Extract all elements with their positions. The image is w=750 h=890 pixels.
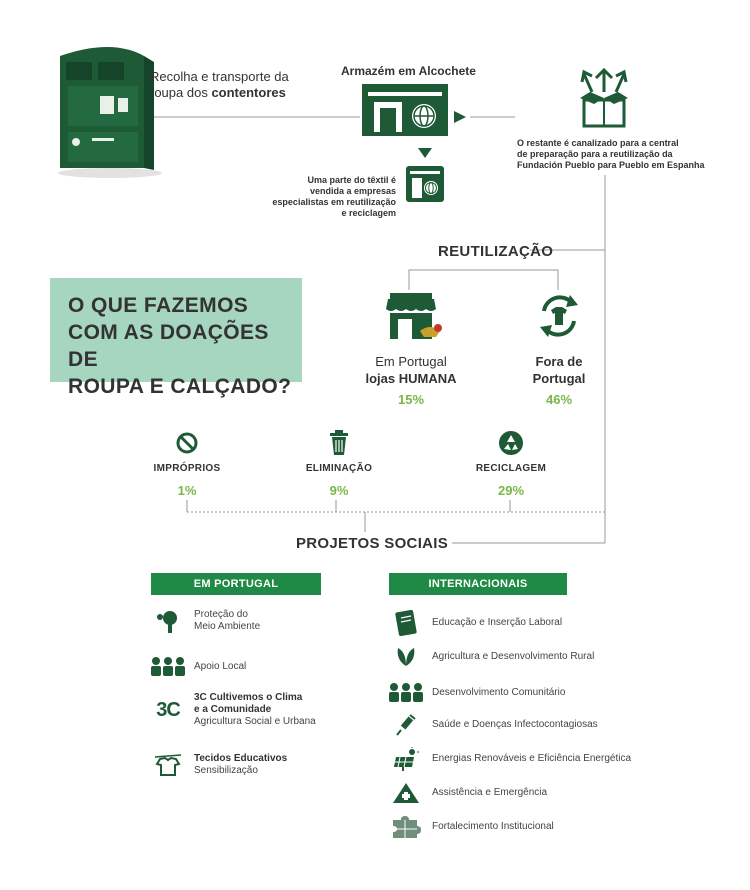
clothing-container-icon [52,42,164,178]
recycle-icon [498,430,524,456]
store-icon [386,293,444,343]
reuse-portugal-pct: 15% [397,392,425,407]
pt-item-3c-line-2: e a Comunidade [194,704,272,715]
shirt-icon [152,752,184,778]
pt-item-3c-line-1: 3C Cultivemos o Clima [194,692,303,703]
category-label-improper: IMPRÓPRIOS [153,463,221,474]
sold-line-4: e reciclagem [341,208,396,218]
trash-icon [329,430,349,456]
category-pct-improper: 1% [177,483,197,498]
tree-icon [152,608,184,634]
int-item-emergency-text: Assistência e Emergência [432,787,548,798]
collect-line-1: Recolha e transporte da [150,69,289,84]
category-pct-recycling: 29% [497,483,525,498]
int-item-agriculture [390,644,594,670]
rest-line-1: O restante é canalizado para a central [517,138,679,148]
reuse-portugal-line-2: lojas HUMANA [365,371,457,386]
pt-item-local-support-text: Apoio Local [194,661,247,672]
rest-line-3: Fundación Pueblo para Pueblo em Espanha [517,160,705,170]
pt-item-textiles [152,752,287,778]
int-item-institutional [390,814,554,840]
social-projects-heading: PROJETOS SOCIAIS [296,535,449,552]
reuse-abroad-pct: 46% [545,392,573,407]
int-item-education [390,610,562,636]
sold-caption [262,175,396,219]
reuse-abroad-label [504,353,614,387]
int-item-health-text: Saúde e Doenças Infectocontagiosas [432,719,598,730]
collect-caption [150,69,289,101]
open-box-icon [576,68,632,128]
3c-badge: 3C [156,698,180,721]
category-label-disposal: ELIMINAÇÃO [305,463,373,474]
tent-icon [390,780,422,806]
sold-line-3: especialistas em reutilização [272,197,396,207]
pt-item-environment-line-2: Meio Ambiente [194,621,261,632]
sold-line-1: Uma parte do têxtil é [307,175,396,185]
int-item-emergency [390,780,547,806]
main-title-line-3: ROUPA E CALÇADO? [68,375,292,398]
3c-logo-icon [150,697,186,723]
main-title-line-2: COM AS DOAÇÕES DE [68,321,269,371]
reuse-heading: REUTILIZAÇÃO [438,243,554,260]
warehouse-title: Armazém em Alcochete [341,64,476,78]
pt-item-environment [152,608,260,634]
int-item-agriculture-text: Agricultura e Desenvolvimento Rural [432,651,595,662]
people-icon [150,654,186,680]
syringe-icon [390,712,422,738]
people-icon [388,680,424,706]
int-item-community-text: Desenvolvimento Comunitário [432,687,566,698]
pt-item-local-support [150,654,246,680]
rest-line-2: de preparação para a reutilização da [517,149,673,159]
international-bar: INTERNACIONAIS [389,573,567,595]
rest-caption [517,138,705,171]
recycle-clothes-icon [536,293,582,339]
category-label-recycling: RECICLAGEM [475,463,547,474]
leaf-icon [390,644,422,670]
portugal-bar: EM PORTUGAL [151,573,321,595]
reuse-abroad-line-2: Portugal [532,371,586,386]
int-item-health [390,712,598,738]
warehouse-icon [362,84,448,136]
prohibited-icon [176,432,198,454]
main-title-box [50,278,302,398]
reuse-abroad-line-1: Fora de [535,354,583,369]
pt-item-3c-line-3: Agricultura Social e Urbana [194,716,316,727]
int-item-community [388,680,565,706]
int-item-education-text: Educação e Inserção Laboral [432,617,563,628]
pt-item-3c [150,692,316,728]
puzzle-icon [390,814,422,840]
collect-line-2: roupa dos [150,85,212,100]
sold-line-2: vendida a empresas [309,186,396,196]
int-item-energy [390,746,631,772]
collect-line-2-bold: contentores [211,85,286,100]
pt-item-environment-line-1: Proteção do [194,609,248,620]
specialist-company-icon [406,166,444,202]
book-icon [390,610,422,636]
pt-item-textiles-line-2: Sensibilização [194,765,258,776]
main-title-line-1: O QUE FAZEMOS [68,294,249,317]
int-item-energy-text: Energias Renováveis e Eficiência Energética [432,753,631,764]
solar-panel-icon [390,746,422,772]
pt-item-textiles-line-1: Tecidos Educativos [194,753,288,764]
reuse-portugal-line-1: Em Portugal [375,354,447,369]
category-pct-disposal: 9% [329,483,349,498]
int-item-institutional-text: Fortalecimento Institucional [432,821,554,832]
reuse-portugal-label [356,353,466,387]
